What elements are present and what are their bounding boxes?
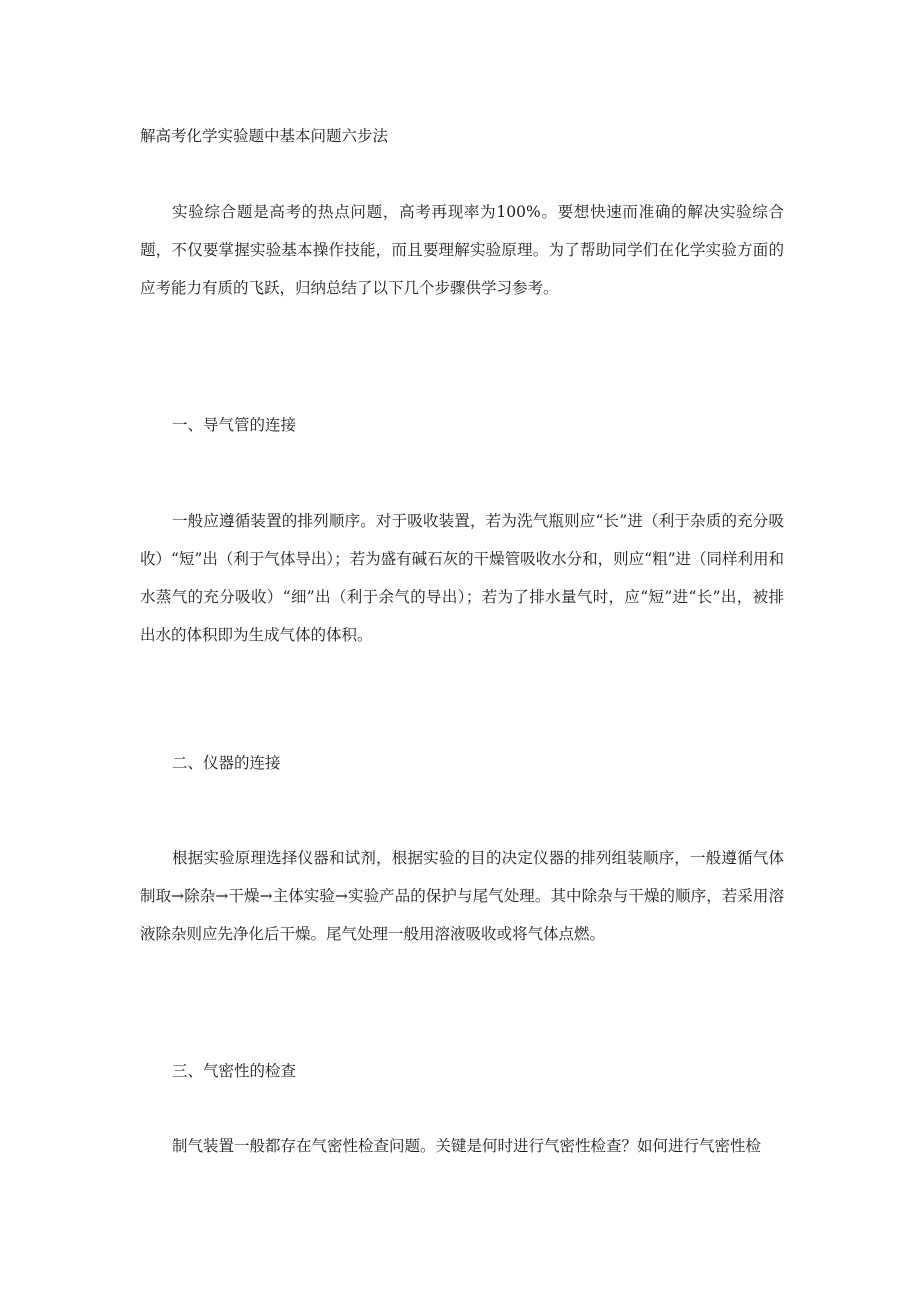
- section-heading-3: 三、气密性的检查: [172, 1062, 297, 1080]
- section-body-1: 一般应遵循装置的排列顺序。对于吸收装置，若为洗气瓶则应“长”进（利于杂质的充分吸收）“短”出（利于气体导出）；若为盛有碱石灰的干燥管吸收水分和，则应“粗”进（同样利用和水蒸气的充分吸收）“细”出（利于余气的导出）；若为了排水量气时，应“短”进“长”出，被排出水的体积即为生成气体的体积。: [140, 512, 784, 644]
- section-heading-2: 二、仪器的连接: [172, 754, 281, 772]
- section-body-3: 制气装置一般都存在气密性检查问题。关键是何时进行气密性检查？如何进行气密性检: [172, 1137, 762, 1155]
- section-body-2: 根据实验原理选择仪器和试剂，根据实验的目的决定仪器的排列组装顺序，一般遵循气体制取→除杂→干燥→主体实验→实验产品的保护与尾气处理。其中除杂与干燥的顺序，若采用溶液除杂则应先净化后干燥。尾气处理一般用溶液吸收或将气体点燃。: [140, 849, 784, 943]
- section-heading-1: 一、导气管的连接: [172, 416, 297, 434]
- document-title: 解高考化学实验题中基本问题六步法: [140, 127, 389, 145]
- intro-paragraph: 实验综合题是高考的热点问题，高考再现率为100%。要想快速而准确的解决实验综合题，不仅要掌握实验基本操作技能，而且要理解实验原理。为了帮助同学们在化学实验方面的应考能力有质的飞跃，归纳总结了以下几个步骤供学习参考。: [140, 203, 784, 297]
